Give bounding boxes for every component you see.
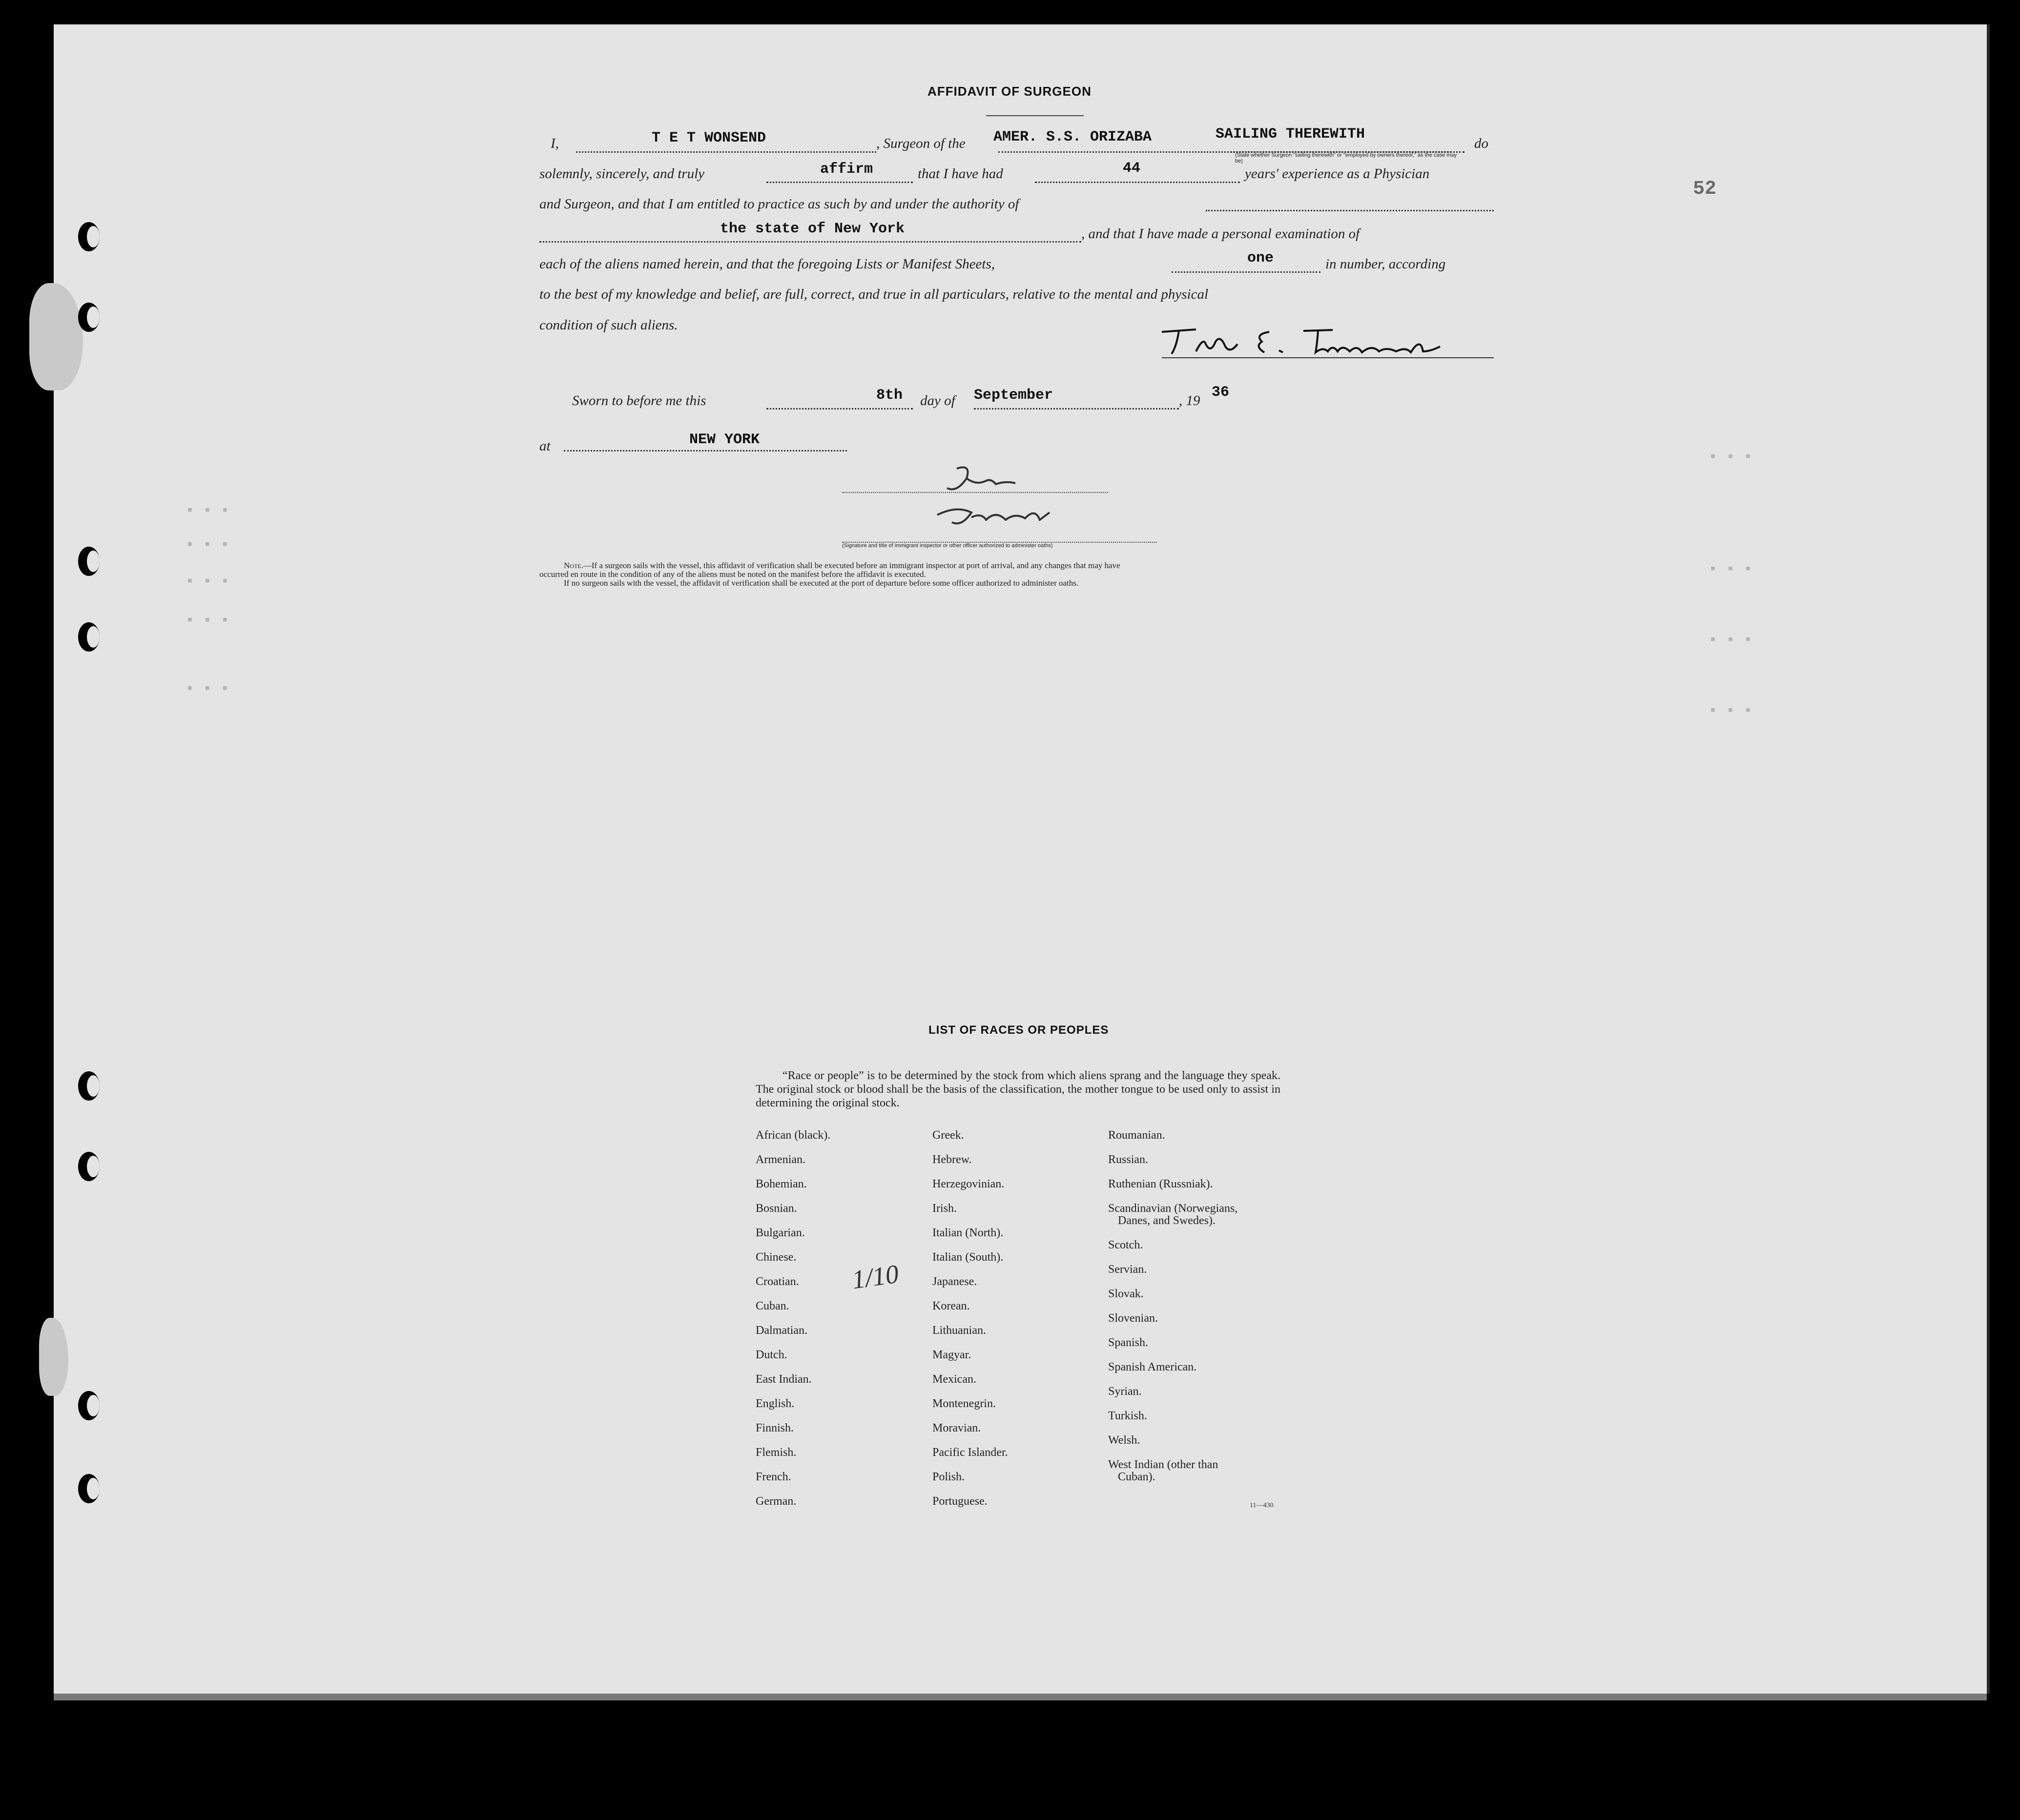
- race-item: Montenegrin.: [932, 1397, 996, 1410]
- bleed-through-text: ▪ ▪ ▪: [1709, 632, 1753, 649]
- race-item: Cuban).: [1118, 1471, 1155, 1483]
- race-item: Mexican.: [932, 1373, 976, 1386]
- race-item: Croatian.: [756, 1275, 799, 1288]
- race-item: Portuguese.: [932, 1495, 988, 1508]
- race-item: Bosnian.: [756, 1202, 797, 1215]
- authority-value: the state of New York: [720, 221, 905, 237]
- years-field: [1035, 182, 1240, 183]
- race-item: Italian (South).: [932, 1251, 1004, 1264]
- race-item: Greek.: [932, 1129, 964, 1142]
- race-item: Bulgarian.: [756, 1227, 805, 1239]
- signature-line: [1162, 357, 1494, 358]
- race-item: Bohemian.: [756, 1178, 807, 1190]
- authority-field-2: [539, 241, 1081, 243]
- affidavit-title: AFFIDAVIT OF SURGEON: [928, 84, 1092, 99]
- note-line-3: If no surgeon sails with the vessel, the affidavit of verification shall be executed at the port of departure before some officer authorized to administer oaths.: [564, 578, 1079, 588]
- line3-text: and Surgeon, and that I am entitled to practice as such by and under the authority of: [539, 196, 1019, 212]
- race-item: Turkish.: [1108, 1410, 1147, 1422]
- line6-text: to the best of my knowledge and belief, are full, correct, and true in all particulars, relative to the mental and physical: [539, 286, 1209, 302]
- punch-hole-icon: [78, 1474, 100, 1503]
- sworn-month-field: [974, 408, 1179, 409]
- official-signature: [810, 459, 1123, 542]
- affirm-field: [766, 182, 913, 183]
- punch-hole-icon: [78, 303, 100, 332]
- race-item: Pacific Islander.: [932, 1446, 1008, 1459]
- race-item: Korean.: [932, 1300, 970, 1312]
- official-caption: (Signature and title of immigrant inspector or other officer authorized to administer oaths): [842, 543, 1053, 549]
- surgeon-status-value: SAILING THEREWITH: [1216, 126, 1365, 143]
- surgeon-name-value: T E T WONSEND: [652, 130, 766, 146]
- race-item: Slovenian.: [1108, 1312, 1158, 1325]
- place-field: [564, 450, 847, 451]
- races-intro: “Race or people” is to be determined by the stock from which aliens sprang and the language they speak. The original stock or blood shall be the basis of the classification, the mother tongue to be used only to assist in determining the original stock.: [756, 1069, 1280, 1109]
- race-item: Magyar.: [932, 1349, 971, 1361]
- status-caption: (State whether Surgeon "sailing therewith" or "employed by owners thereof," as the case may be): [1235, 152, 1457, 164]
- bleed-through-text: ▪ ▪ ▪: [186, 613, 230, 629]
- sworn-year-prefix: , 19: [1179, 393, 1200, 409]
- race-item: Scotch.: [1108, 1239, 1143, 1251]
- line1-middle: , Surgeon of the: [876, 136, 966, 151]
- race-item: Italian (North).: [932, 1227, 1004, 1239]
- race-item: Russian.: [1108, 1153, 1149, 1166]
- bleed-through-text: ▪ ▪ ▪: [186, 537, 230, 553]
- race-item: Roumanian.: [1108, 1129, 1165, 1142]
- race-item: English.: [756, 1397, 795, 1410]
- race-item: Scandinavian (Norwegians,: [1108, 1202, 1238, 1215]
- handwritten-mark: 1/10: [850, 1259, 901, 1295]
- affirm-value: affirm: [820, 161, 873, 178]
- race-item: Moravian.: [932, 1422, 981, 1434]
- affidavit-note: [539, 561, 1496, 588]
- race-item: French.: [756, 1471, 791, 1483]
- races-title: LIST OF RACES OR PEOPLES: [928, 1023, 1109, 1037]
- note-line-1: —If a surgeon sails with the vessel, this affidavit of verification shall be executed before an immigrant inspector at port of arrival, and any changes that may have: [583, 561, 1120, 570]
- race-item: African (black).: [756, 1129, 831, 1142]
- race-item: Slovak.: [1108, 1288, 1144, 1300]
- punch-hole-icon: [78, 1152, 100, 1181]
- punch-hole-icon: [78, 1391, 100, 1420]
- race-item: Polish.: [932, 1471, 965, 1483]
- race-item: Flemish.: [756, 1446, 797, 1459]
- race-item: Finnish.: [756, 1422, 794, 1434]
- race-item: Spanish American.: [1108, 1361, 1197, 1373]
- page-number: 52: [1693, 178, 1717, 200]
- note-line-2: occurred en route in the condition of any of the aliens must be noted on the manifest before the affidavit is executed.: [539, 570, 926, 579]
- line7-text: condition of such aliens.: [539, 317, 678, 333]
- race-item: German.: [756, 1495, 797, 1508]
- race-item: West Indian (other than: [1108, 1458, 1218, 1471]
- bleed-through-text: ▪ ▪ ▪: [186, 681, 230, 697]
- race-item: Welsh.: [1108, 1434, 1140, 1447]
- years-value: 44: [1123, 160, 1141, 177]
- surgeon-signature: [1157, 317, 1499, 361]
- race-item: Herzegovinian.: [932, 1178, 1005, 1190]
- race-item: Cuban.: [756, 1300, 789, 1312]
- race-item: Irish.: [932, 1202, 957, 1215]
- sheets-count-value: one: [1247, 250, 1274, 266]
- race-item: Armenian.: [756, 1153, 805, 1166]
- race-item: Ruthenian (Russniak).: [1108, 1178, 1213, 1190]
- line2-suffix: years' experience as a Physician: [1245, 166, 1430, 182]
- line1-prefix: I,: [551, 136, 559, 151]
- surgeon-name-field: [576, 151, 876, 153]
- manifest-sheet: [54, 24, 1990, 1694]
- sworn-prefix: Sworn to before me this: [572, 393, 706, 409]
- line5-prefix: each of the aliens named herein, and that the foregoing Lists or Manifest Sheets,: [539, 256, 995, 272]
- race-item: Chinese.: [756, 1251, 797, 1264]
- bleed-through-text: ▪ ▪ ▪: [1709, 703, 1753, 719]
- bleed-through-text: ▪ ▪ ▪: [1709, 561, 1753, 578]
- title-rule: [986, 115, 1084, 116]
- at-label: at: [539, 438, 551, 454]
- punch-hole-icon: [78, 547, 100, 576]
- race-item: Dutch.: [756, 1349, 787, 1361]
- line2-middle: that I have had: [918, 166, 1003, 182]
- bleed-through-text: ▪ ▪ ▪: [186, 573, 230, 590]
- bleed-through-text: ▪ ▪ ▪: [186, 503, 230, 519]
- sworn-middle: day of: [920, 393, 955, 409]
- race-item: Lithuanian.: [932, 1324, 986, 1337]
- punch-hole-icon: [78, 622, 100, 652]
- line1-suffix: do: [1474, 136, 1488, 151]
- line4-suffix: , and that I have made a personal examination of: [1081, 226, 1360, 242]
- sworn-month-value: September: [974, 387, 1053, 404]
- race-item: East Indian.: [756, 1373, 812, 1386]
- form-code: 11—430: [1250, 1502, 1274, 1509]
- official-signature-line: [842, 492, 1108, 493]
- race-item: Servian.: [1108, 1263, 1147, 1276]
- vessel-value: AMER. S.S. ORIZABA: [993, 129, 1152, 145]
- race-item: Japanese.: [932, 1275, 977, 1288]
- bleed-through-text: ▪ ▪ ▪: [1709, 449, 1753, 466]
- race-item: Danes, and Swedes).: [1118, 1214, 1216, 1227]
- race-item: Hebrew.: [932, 1153, 972, 1166]
- line5-suffix: in number, according: [1325, 256, 1446, 272]
- sworn-day-value: 8th: [876, 387, 903, 404]
- punch-hole-icon: [78, 222, 100, 251]
- sworn-year-value: 36: [1212, 384, 1230, 401]
- race-item: Spanish.: [1108, 1336, 1149, 1349]
- note-label: Note.: [564, 561, 583, 570]
- sworn-day-field: [766, 408, 913, 409]
- punch-hole-icon: [78, 1071, 100, 1101]
- race-item: Dalmatian.: [756, 1324, 807, 1337]
- race-item: Syrian.: [1108, 1385, 1142, 1398]
- sheet-edge: [54, 1694, 1987, 1700]
- authority-field: [1206, 210, 1494, 211]
- place-value: NEW YORK: [689, 431, 760, 448]
- sheets-count-field: [1172, 271, 1320, 273]
- line2-prefix: solemnly, sincerely, and truly: [539, 166, 705, 182]
